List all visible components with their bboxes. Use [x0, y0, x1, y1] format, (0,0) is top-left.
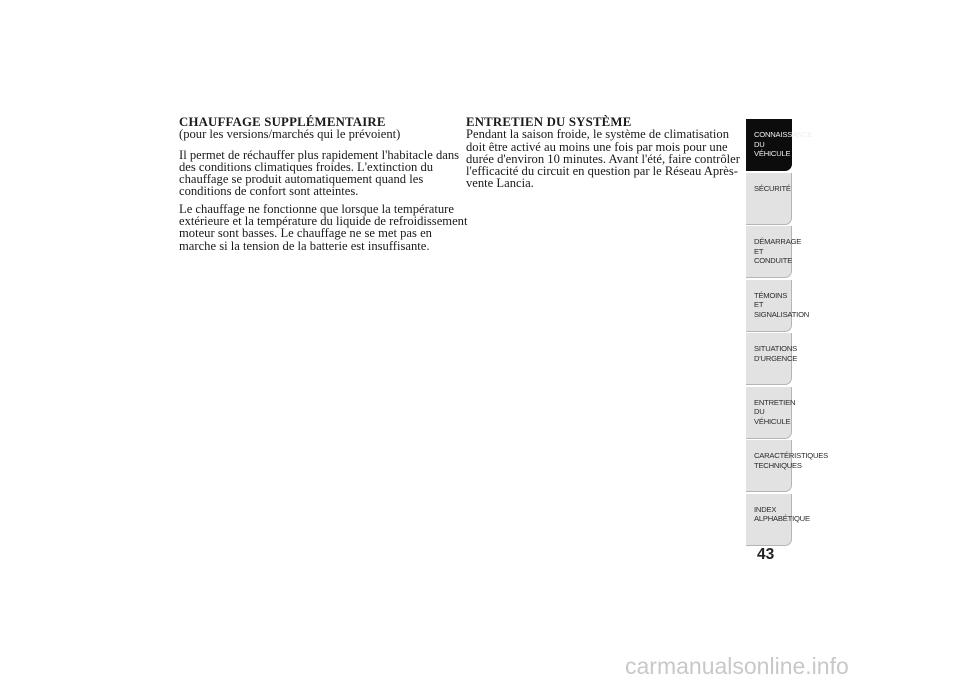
paragraph: Le chauffage ne fonctionne que lorsque la température extérieure et la température du liquide de refroidissement moteur sont basses. Le chauffage ne se met pas en marche si la tension de la batterie est insuffisante. [179, 201, 468, 253]
chapter-tab-demarrage-et-conduite[interactable]: DÉMARRAGE ET CONDUITE [746, 226, 792, 278]
section-heading-system-maintenance: ENTRETIEN DU SYSTÈME [466, 115, 632, 129]
section-subheading: (pour les versions/marchés qui le prévoient) [179, 127, 401, 142]
left-column [179, 116, 469, 257]
paragraph: Pendant la saison froide, le système de climatisation doit être activé au moins une fois par mois pour une durée d'environ 10 minutes. Avant l'été, faire contrôler l'efficacité du circuit en question par le Réseau Après-vente Lancia. [466, 127, 740, 191]
chapter-tab-index-alphabetique[interactable]: INDEX ALPHABÉTIQUE [746, 494, 792, 546]
paragraph: Il permet de réchauffer plus rapidement l'habitacle dans des conditions climatiques froides. L'extinction du chauffage se produit automatiquement quand les conditions de confort sont atteintes. [179, 147, 460, 199]
chapter-index-sidebar [746, 119, 829, 547]
chapter-tab-securite[interactable]: SÉCURITÉ [746, 173, 792, 225]
chapter-tab-situations-d-urgence[interactable]: SITUATIONS D'URGENCE [746, 333, 792, 385]
watermark: carmanualsonline.info [625, 653, 849, 679]
section-heading-auxiliary-heater: CHAUFFAGE SUPPLÉMENTAIRE [179, 115, 386, 129]
chapter-tab-connaissance-du-vehicule[interactable]: CONNAISSANCE DU VÉHICULE [746, 119, 792, 171]
page-number: 43 [757, 546, 775, 563]
chapter-tab-temoins-et-signalisation[interactable]: TÉMOINS ET SIGNALISATION [746, 280, 792, 332]
chapter-tab-entretien-du-vehicule[interactable]: ENTRETIEN DU VÉHICULE [746, 387, 792, 439]
right-column [466, 116, 741, 195]
chapter-tab-caracteristiques-techniques[interactable]: CARACTÉRISTIQUES TECHNIQUES [746, 440, 792, 492]
